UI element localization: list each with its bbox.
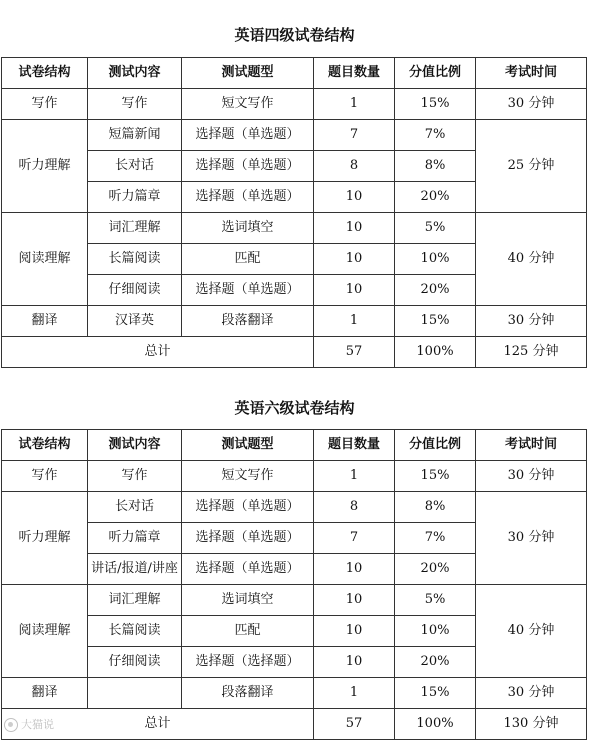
count-cell: 10	[314, 616, 395, 647]
table-total-row	[2, 337, 587, 368]
table-row	[2, 213, 587, 244]
count-cell: 10	[314, 182, 395, 213]
type-cell: 选择题（选择题）	[182, 647, 314, 678]
table-row	[2, 585, 587, 616]
ratio-cell: 20%	[395, 647, 476, 678]
header-type: 测试题型	[182, 58, 314, 89]
cet6-structure-table	[1, 429, 587, 740]
type-cell: 选择题（单选题）	[182, 182, 314, 213]
ratio-cell: 15%	[395, 461, 476, 492]
total-label: 总计	[2, 709, 314, 740]
section-cell: 写作	[2, 89, 88, 120]
count-cell: 8	[314, 492, 395, 523]
time-cell: 30 分钟	[476, 89, 587, 120]
count-cell: 10	[314, 585, 395, 616]
time-cell: 30 分钟	[476, 678, 587, 709]
ratio-cell: 7%	[395, 120, 476, 151]
ratio-cell: 15%	[395, 89, 476, 120]
ratio-cell: 10%	[395, 616, 476, 647]
total-count: 57	[314, 709, 395, 740]
count-cell: 10	[314, 554, 395, 585]
time-cell: 30 分钟	[476, 306, 587, 337]
type-cell: 短文写作	[182, 461, 314, 492]
header-time: 考试时间	[476, 58, 587, 89]
type-cell: 段落翻译	[182, 678, 314, 709]
content-cell: 长篇阅读	[88, 616, 182, 647]
header-count: 题目数量	[314, 58, 395, 89]
type-cell: 匹配	[182, 244, 314, 275]
count-cell: 1	[314, 89, 395, 120]
content-cell: 讲话/报道/讲座	[88, 554, 182, 585]
section-cell: 翻译	[2, 678, 88, 709]
type-cell: 选择题（单选题）	[182, 523, 314, 554]
type-cell: 选择题（单选题）	[182, 554, 314, 585]
header-count: 题目数量	[314, 430, 395, 461]
total-time: 125 分钟	[476, 337, 587, 368]
count-cell: 7	[314, 523, 395, 554]
table-row	[2, 89, 587, 120]
section-cell: 听力理解	[2, 120, 88, 213]
header-content: 测试内容	[88, 58, 182, 89]
time-cell: 40 分钟	[476, 585, 587, 678]
ratio-cell: 7%	[395, 523, 476, 554]
header-section: 试卷结构	[2, 58, 88, 89]
table-row	[2, 461, 587, 492]
type-cell: 选词填空	[182, 213, 314, 244]
cet6-title: 英语六级试卷结构	[234, 399, 355, 417]
count-cell: 1	[314, 306, 395, 337]
table-row	[2, 492, 587, 523]
type-cell: 匹配	[182, 616, 314, 647]
section-cell: 翻译	[2, 306, 88, 337]
content-cell	[88, 678, 182, 709]
total-ratio: 100%	[395, 337, 476, 368]
type-cell: 短文写作	[182, 89, 314, 120]
table-row	[2, 120, 587, 151]
content-cell: 长对话	[88, 492, 182, 523]
watermark-logo-icon	[4, 718, 18, 732]
ratio-cell: 15%	[395, 678, 476, 709]
time-cell: 30 分钟	[476, 461, 587, 492]
content-cell: 汉译英	[88, 306, 182, 337]
section-cell: 写作	[2, 461, 88, 492]
type-cell: 选择题（单选题）	[182, 151, 314, 182]
ratio-cell: 8%	[395, 151, 476, 182]
table-row	[2, 306, 587, 337]
table-header-row	[2, 430, 587, 461]
count-cell: 10	[314, 244, 395, 275]
header-type: 测试题型	[182, 430, 314, 461]
content-cell: 听力篇章	[88, 523, 182, 554]
time-cell: 25 分钟	[476, 120, 587, 213]
content-cell: 仔细阅读	[88, 647, 182, 678]
time-cell: 30 分钟	[476, 492, 587, 585]
header-time: 考试时间	[476, 430, 587, 461]
section-cell: 听力理解	[2, 492, 88, 585]
content-cell: 短篇新闻	[88, 120, 182, 151]
ratio-cell: 15%	[395, 306, 476, 337]
count-cell: 1	[314, 678, 395, 709]
content-cell: 长对话	[88, 151, 182, 182]
content-cell: 词汇理解	[88, 585, 182, 616]
time-cell: 40 分钟	[476, 213, 587, 306]
table-header-row	[2, 58, 587, 89]
content-cell: 写作	[88, 461, 182, 492]
ratio-cell: 20%	[395, 182, 476, 213]
total-count: 57	[314, 337, 395, 368]
count-cell: 7	[314, 120, 395, 151]
header-content: 测试内容	[88, 430, 182, 461]
total-label: 总计	[2, 337, 314, 368]
total-time: 130 分钟	[476, 709, 587, 740]
header-ratio: 分值比例	[395, 58, 476, 89]
watermark	[4, 716, 84, 734]
header-ratio: 分值比例	[395, 430, 476, 461]
ratio-cell: 5%	[395, 213, 476, 244]
watermark-text: 大猫说	[21, 718, 54, 731]
ratio-cell: 5%	[395, 585, 476, 616]
content-cell: 长篇阅读	[88, 244, 182, 275]
count-cell: 10	[314, 213, 395, 244]
total-ratio: 100%	[395, 709, 476, 740]
ratio-cell: 20%	[395, 554, 476, 585]
section-cell: 阅读理解	[2, 213, 88, 306]
table-row	[2, 678, 587, 709]
count-cell: 10	[314, 275, 395, 306]
type-cell: 选择题（单选题）	[182, 492, 314, 523]
count-cell: 1	[314, 461, 395, 492]
type-cell: 选择题（单选题）	[182, 120, 314, 151]
ratio-cell: 8%	[395, 492, 476, 523]
type-cell: 选词填空	[182, 585, 314, 616]
type-cell: 选择题（单选题）	[182, 275, 314, 306]
content-cell: 听力篇章	[88, 182, 182, 213]
ratio-cell: 20%	[395, 275, 476, 306]
ratio-cell: 10%	[395, 244, 476, 275]
content-cell: 词汇理解	[88, 213, 182, 244]
content-cell: 仔细阅读	[88, 275, 182, 306]
count-cell: 10	[314, 647, 395, 678]
count-cell: 8	[314, 151, 395, 182]
table-total-row	[2, 709, 587, 740]
cet4-structure-table	[1, 57, 587, 368]
section-cell: 阅读理解	[2, 585, 88, 678]
content-cell: 写作	[88, 89, 182, 120]
type-cell: 段落翻译	[182, 306, 314, 337]
header-section: 试卷结构	[2, 430, 88, 461]
cet4-title: 英语四级试卷结构	[234, 26, 355, 44]
